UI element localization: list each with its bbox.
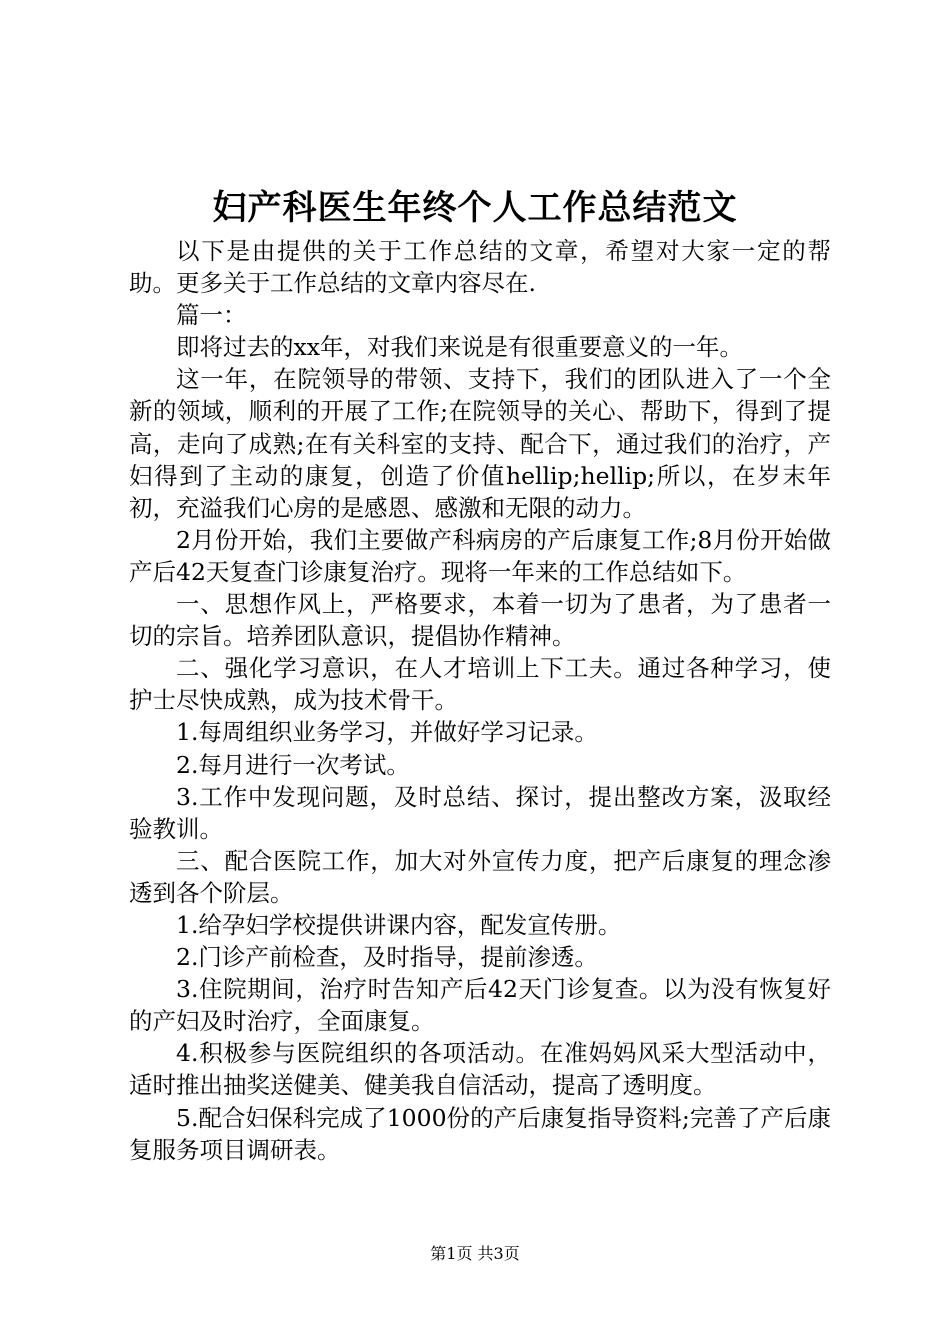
section-heading-3: 三、配合医院工作，加大对外宣传力度，把产后康复的理念渗透到各个阶层。 [129,846,831,907]
section-heading-1: 一、思想作风上，严格要求，本着一切为了患者，为了患者一切的宗旨。培养团队意识，提倡协作精神。 [129,590,831,651]
paragraph-intro: 以下是由提供的关于工作总结的文章，希望对大家一定的帮助。更多关于工作总结的文章内容尽在. [129,237,831,298]
list-item: 5.配合妇保科完成了1000份的产后康复指导资料;完善了产后康复服务项目调研表。 [129,1103,831,1164]
list-item: 3.住院期间，治疗时告知产后42天门诊复查。以为没有恢复好的产妇及时治疗，全面康复。 [129,975,831,1036]
list-item: 2.门诊产前检查，及时指导，提前渗透。 [176,943,598,972]
paragraph: 这一年，在院领导的带领、支持下，我们的团队进入了一个全新的领域，顺利的开展了工作;在院领导的关心、帮助下，得到了提高，走向了成熟;在有关科室的支持、配合下，通过我们的治疗，产妇得到了主动的康复，创造了价值hellip;hellip;所以，在岁末年初，充溢我们心房的是感恩、感激和无限的动力。 [129,365,831,522]
document-body [129,235,831,1166]
list-item: 4.积极参与医院组织的各项活动。在准妈妈风采大型活动中，适时推出抽奖送健美、健美我自信活动，提高了透明度。 [129,1039,831,1100]
paragraph: 即将过去的xx年，对我们来说是有很重要意义的一年。 [176,333,744,362]
list-item: 2.每月进行一次考试。 [176,750,410,779]
paragraph-part-heading: 篇一： [176,301,247,330]
section-heading-2: 二、强化学习意识，在人才培训上下工夫。通过各种学习，使护士尽快成熟，成为技术骨干。 [129,654,831,715]
list-item: 1.每周组织业务学习，并做好学习记录。 [176,718,598,747]
document-title: 妇产科医生年终个人工作总结范文 [212,188,738,228]
list-item: 1.给孕妇学校提供讲课内容，配发宣传册。 [176,910,622,939]
list-item: 3.工作中发现问题，及时总结、探讨，提出整改方案，汲取经验教训。 [129,782,831,843]
paragraph: 2月份开始，我们主要做产科病房的产后康复工作;8月份开始做产后42天复查门诊康复治疗。现将一年来的工作总结如下。 [129,525,831,586]
page-footer: 第1页 共3页 [430,1244,520,1263]
